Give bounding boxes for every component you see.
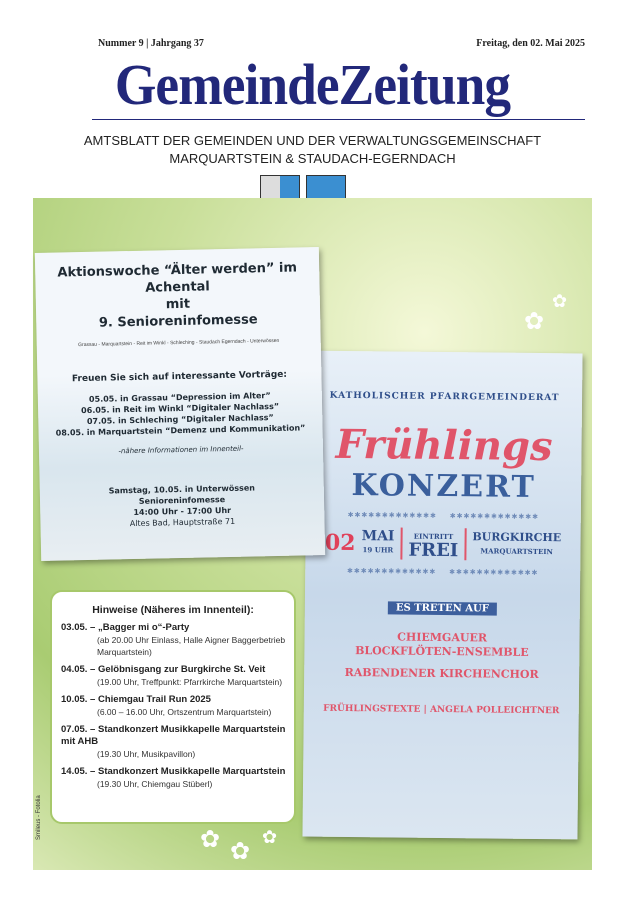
- event-detail: (19.30 Uhr, Chiemgau Stüberl): [97, 779, 213, 789]
- event-item: [61, 766, 294, 790]
- subtitle-line-2: MARQUARTSTEIN & STAUDACH-EGERNDACH: [169, 151, 456, 166]
- event-date: 04.05. –: [61, 664, 96, 675]
- choir-name: RABENDENER KIRCHENCHOR: [344, 665, 539, 682]
- flower-icon: ✿: [552, 291, 568, 311]
- talk-item: 05.05. in Grassau “Depression im Alter”: [88, 391, 271, 404]
- event-date: 07.05. –: [61, 724, 96, 735]
- photo-credit: Smileus - Fotolia: [36, 795, 42, 840]
- event-item: [61, 622, 294, 658]
- event-name: Gelöbnisgang zur Burgkirche St. Veit: [97, 664, 266, 675]
- messe-name: Senioreninfomesse: [138, 495, 226, 506]
- event-date: 10.05. –: [61, 694, 96, 705]
- entry-value: FREI: [408, 539, 459, 561]
- issue-number: Nummer 9 | Jahrgang 37: [98, 38, 204, 49]
- poster-title: Aktionswoche “Älter werden” im Achental: [57, 260, 298, 296]
- concert-day: 02: [324, 529, 356, 557]
- ensemble-name: CHIEMGAUER: [397, 630, 488, 645]
- subtitle-line-1: AMTSBLATT DER GEMEINDEN UND DER VERWALTUNGSGEMEINSCHAFT: [83, 133, 542, 148]
- flower-icon: ✿: [230, 838, 251, 865]
- messe-time: 14:00 Uhr - 17:00 Uhr: [133, 505, 232, 517]
- poster-title-mit: mit: [165, 296, 191, 313]
- performers-label: ES TRETEN AUF: [388, 601, 497, 615]
- hinweise-title: Hinweise (Näheres im Innenteil):: [92, 604, 254, 616]
- entry-label: EINTRITT: [413, 531, 454, 541]
- messe-date: Samstag, 10.05. in Unterwössen: [108, 483, 256, 496]
- event-detail: (19.00 Uhr, Treffpunkt: Pfarrkirche Marquartstein): [97, 677, 283, 687]
- event-name: Standkonzert Musikkapelle Marquartstein: [97, 766, 286, 777]
- poster-subtitle: 9. Senioreninfomesse: [98, 312, 258, 331]
- event-item: [61, 694, 294, 718]
- event-detail: (6.00 – 16.00 Uhr, Ortszentrum Marquartstein): [97, 707, 272, 717]
- event-name: Chiemgau Trail Run 2025: [97, 694, 211, 705]
- flower-icon: ✿: [524, 308, 545, 335]
- event-name: „Bagger mi o“-Party: [97, 622, 190, 633]
- event-item: [61, 724, 294, 760]
- event-item: [61, 664, 294, 688]
- organizer: KATHOLISCHER PFARRGEMEINDERAT: [329, 390, 560, 404]
- senioren-poster: [35, 247, 325, 561]
- masthead-title: GemeindeZeitung: [114, 52, 511, 117]
- messe-address: Altes Bad, Hauptstraße 71: [129, 516, 236, 529]
- flower-icon: ✿: [262, 827, 278, 847]
- talk-item: 06.05. in Reit im Winkl “Digitaler Nachlass”: [81, 401, 280, 416]
- event-detail: (ab 20.00 Uhr Einlass, Halle Aigner Baggerbetrieb Marquartstein): [97, 635, 286, 657]
- star-divider: ✱✱✱✱✱✱✱✱✱✱✱✱✱ ✱✱✱✱✱✱✱✱✱✱✱✱✱: [347, 511, 540, 522]
- event-name: Standkonzert Musikkapelle Marquartstein mit AHB: [61, 724, 286, 747]
- concert-time: 19 UHR: [362, 545, 394, 555]
- konzert-title: KONZERT: [351, 468, 536, 505]
- ensemble-name-2: BLOCKFLÖTEN-ENSEMBLE: [355, 644, 529, 659]
- talks-heading: Freuen Sie sich auf interessante Vorträge:: [71, 369, 288, 385]
- event-detail: (19.30 Uhr, Musikpavillon): [97, 749, 196, 759]
- event-date: 03.05. –: [61, 622, 96, 633]
- concert-month: MAI: [361, 528, 395, 545]
- issue-date: Freitag, den 02. Mai 2025: [476, 38, 585, 49]
- talk-item: 08.05. in Marquartstein “Demenz und Kommunikation”: [55, 423, 306, 438]
- star-divider: ✱✱✱✱✱✱✱✱✱✱✱✱✱ ✱✱✱✱✱✱✱✱✱✱✱✱✱: [347, 566, 539, 578]
- towns-list: Grassau - Marquartstein - Reit im Winkl - Schleching - Staudach Egerndach - Unterwössen: [78, 337, 280, 349]
- divider: [464, 528, 466, 560]
- konzert-poster: [302, 351, 582, 840]
- divider: [400, 528, 402, 560]
- talk-item: 07.05. in Schleching “Digitaler Nachlass”: [86, 413, 274, 426]
- venue-town: MARQUARTSTEIN: [480, 546, 554, 557]
- event-date: 14.05. –: [61, 766, 96, 777]
- konzert-title-script: Frühlings: [335, 420, 553, 471]
- hinweise-box: [50, 590, 296, 824]
- masthead-rule: [92, 119, 585, 120]
- info-note: -nähere Informationen im Innenteil-: [118, 444, 244, 456]
- venue: BURGKIRCHE: [472, 530, 562, 545]
- texts-credit: FRÜHLINGSTEXTE | ANGELA POLLEICHTNER: [323, 703, 560, 717]
- flower-icon: ✿: [200, 826, 221, 853]
